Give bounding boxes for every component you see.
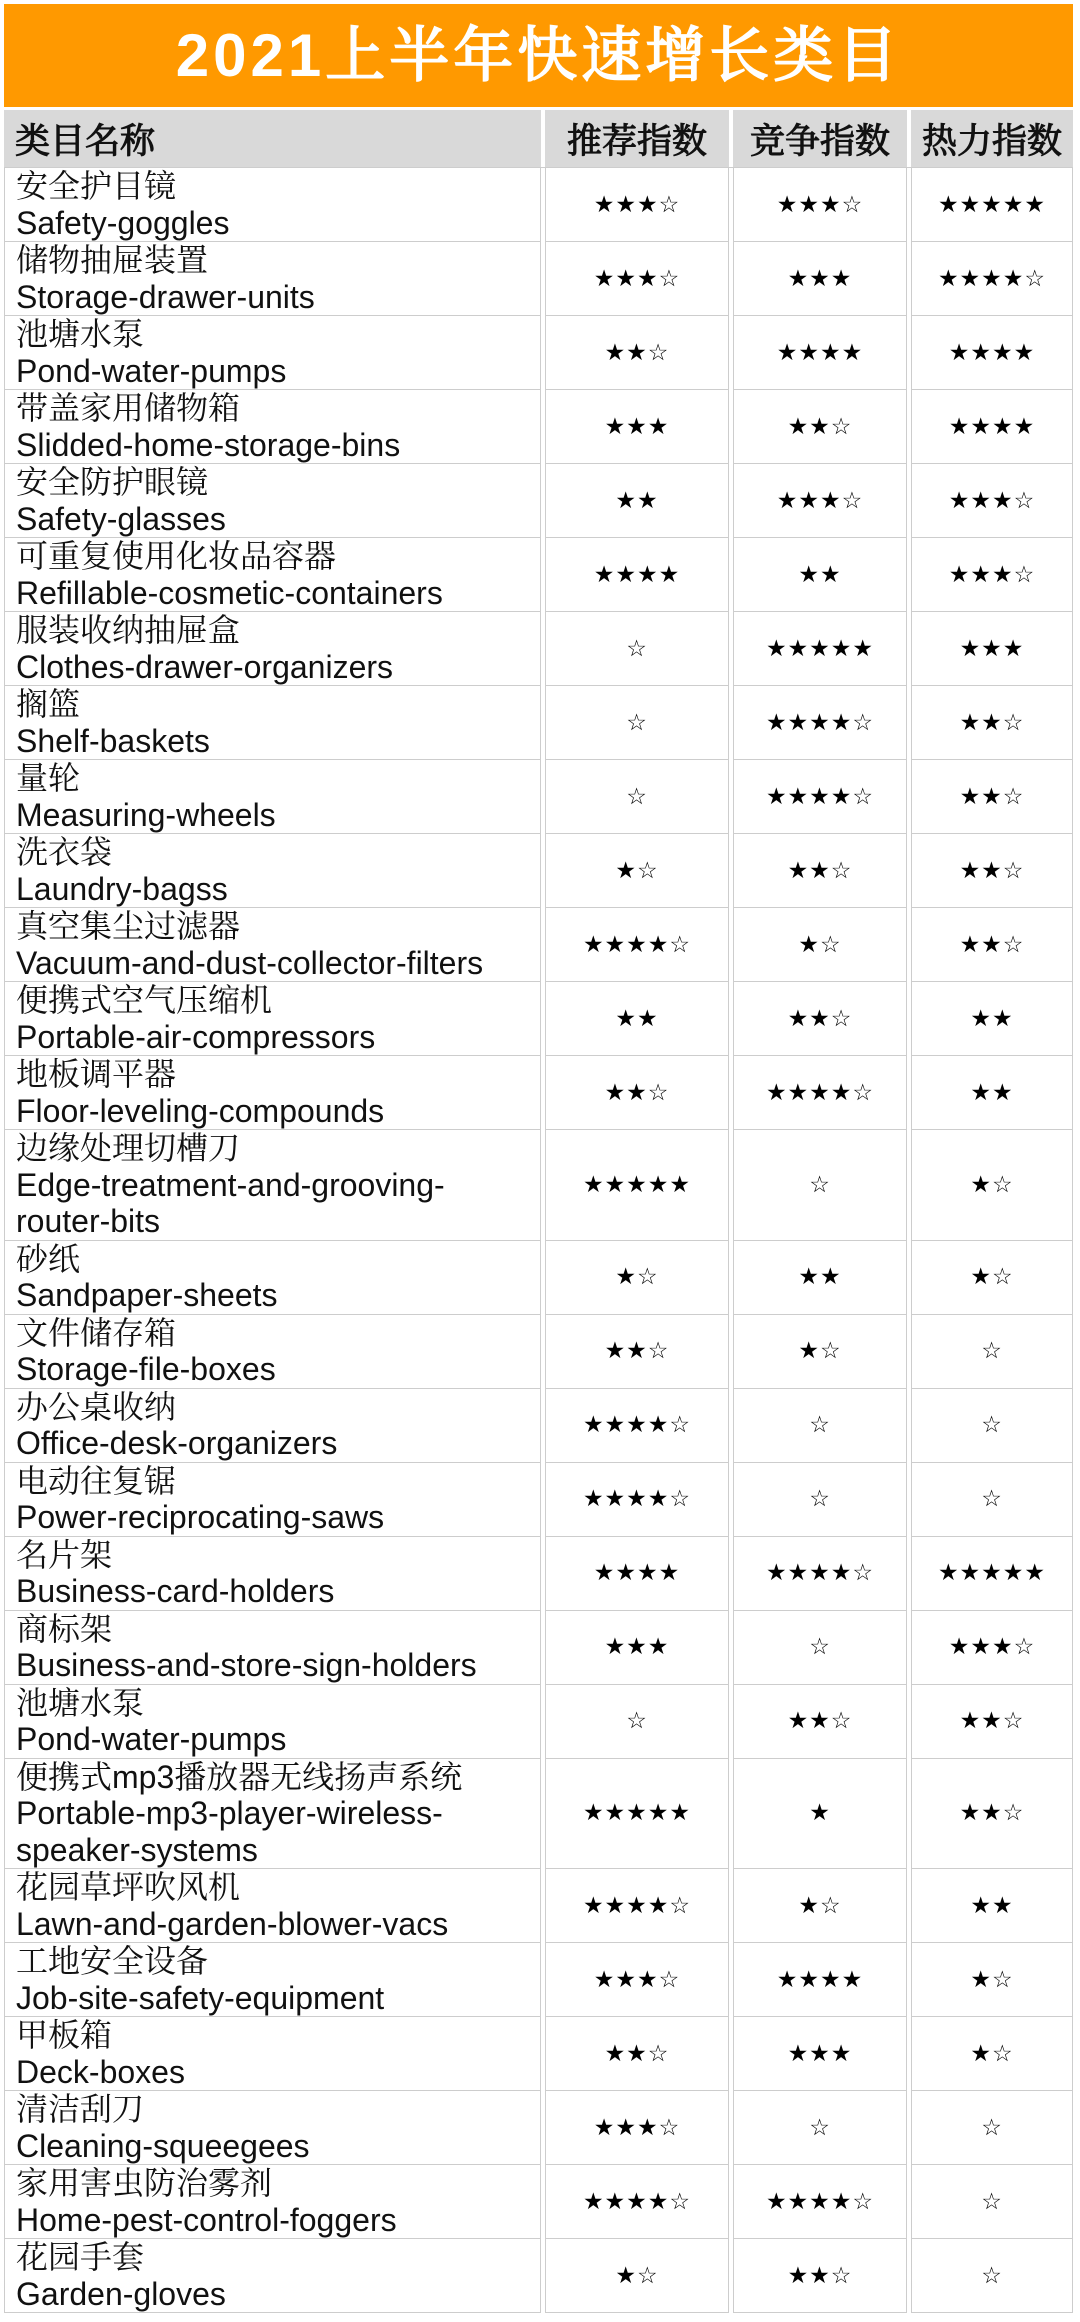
- table-row: [4, 2239, 1073, 2313]
- category-table: [4, 110, 1073, 2313]
- table-row: [4, 464, 1073, 538]
- competition-index-stars: ☆: [733, 1611, 907, 1685]
- category-name: [16, 908, 521, 981]
- table-row: [4, 2165, 1073, 2239]
- category-name: [16, 1537, 521, 1610]
- category-name-chinese: 电动往复锯: [16, 1462, 177, 1499]
- recommend-index-stars: ★★☆: [545, 2017, 729, 2091]
- competition-index-stars: ★★☆: [733, 982, 907, 1056]
- category-name-cell: [4, 390, 541, 464]
- category-name-cell: [4, 2165, 541, 2239]
- category-name-english: Portable-mp3-player-wireless-speaker-systems: [16, 1795, 443, 1868]
- recommend-index-stars: ★★☆: [545, 1056, 729, 1130]
- table-row: [4, 612, 1073, 686]
- category-name-chinese: 服装收纳抽屉盒: [16, 612, 241, 648]
- recommend-index-stars: ★☆: [545, 2239, 729, 2313]
- category-name-cell: [4, 1463, 541, 1537]
- category-name: [16, 390, 521, 463]
- category-name: [16, 760, 521, 833]
- column-header-category-name: 类目名称: [4, 110, 541, 167]
- recommend-index-stars: ★★★★☆: [545, 1463, 729, 1537]
- category-name-cell: [4, 2239, 541, 2313]
- category-name-english: Refillable-cosmetic-containers: [16, 574, 443, 611]
- table-row: [4, 538, 1073, 612]
- category-name-chinese: 便携式mp3播放器无线扬声系统: [16, 1758, 463, 1795]
- recommend-index-stars: ☆: [545, 760, 729, 834]
- category-name-cell: [4, 242, 541, 316]
- category-name-chinese: 池塘水泵: [16, 1684, 145, 1721]
- table-row: [4, 1611, 1073, 1685]
- competition-index-stars: ★★★★☆: [733, 760, 907, 834]
- category-name-chinese: 安全护目镜: [16, 168, 177, 204]
- heat-index-stars: ★★★☆: [911, 538, 1073, 612]
- recommend-index-stars: ★★★★☆: [545, 908, 729, 982]
- heat-index-stars: ★★★☆: [911, 464, 1073, 538]
- heat-index-stars: ☆: [911, 1389, 1073, 1463]
- table-row: [4, 1759, 1073, 1870]
- category-name-english: Home-pest-control-foggers: [16, 2201, 397, 2238]
- category-name-chinese: 花园草坪吹风机: [16, 1869, 241, 1905]
- category-name-english: Job-site-safety-equipment: [16, 1979, 385, 2016]
- category-name: [16, 612, 521, 685]
- heat-index-stars: ☆: [911, 1463, 1073, 1537]
- table-row: [4, 1943, 1073, 2017]
- category-name-chinese: 便携式空气压缩机: [16, 982, 273, 1018]
- competition-index-stars: ★★★★☆: [733, 686, 907, 760]
- category-name-english: Slidded-home-storage-bins: [16, 426, 401, 463]
- recommend-index-stars: ★★★★☆: [545, 1869, 729, 1943]
- competition-index-stars: ☆: [733, 1130, 907, 1241]
- category-name-english: Storage-drawer-units: [16, 278, 315, 315]
- heat-index-stars: ★★: [911, 1869, 1073, 1943]
- competition-index-stars: ★★: [733, 538, 907, 612]
- recommend-index-stars: ★★★★☆: [545, 1389, 729, 1463]
- heat-index-stars: ★☆: [911, 1241, 1073, 1315]
- table-row: [4, 1056, 1073, 1130]
- category-name: [16, 1685, 521, 1758]
- category-name-chinese: 安全防护眼镜: [16, 464, 209, 500]
- heat-index-stars: ★★☆: [911, 834, 1073, 908]
- table-row: [4, 686, 1073, 760]
- category-name-english: Power-reciprocating-saws: [16, 1499, 385, 1535]
- category-name-english: Office-desk-organizers: [16, 1425, 338, 1461]
- category-name-english: Storage-file-boxes: [16, 1351, 276, 1387]
- recommend-index-stars: ★★★: [545, 1611, 729, 1685]
- category-name-cell: [4, 1869, 541, 1943]
- category-name: [16, 1611, 521, 1684]
- category-name: [16, 982, 521, 1055]
- category-name-english: Measuring-wheels: [16, 796, 276, 833]
- category-name-chinese: 边缘处理切槽刀: [16, 1130, 241, 1166]
- competition-index-stars: ★☆: [733, 908, 907, 982]
- recommend-index-stars: ★☆: [545, 1241, 729, 1315]
- heat-index-stars: ☆: [911, 1315, 1073, 1389]
- title-banner: [4, 4, 1073, 107]
- category-name-english: Clothes-drawer-organizers: [16, 648, 394, 685]
- category-name-cell: [4, 908, 541, 982]
- recommend-index-stars: ★★★☆: [545, 2091, 729, 2165]
- heat-index-stars: ☆: [911, 2165, 1073, 2239]
- competition-index-stars: ★★: [733, 1241, 907, 1315]
- category-name: [16, 686, 521, 759]
- table-row: [4, 1130, 1073, 1241]
- competition-index-stars: ☆: [733, 2091, 907, 2165]
- heat-index-stars: ★★☆: [911, 760, 1073, 834]
- category-name-chinese: 甲板箱: [16, 2017, 113, 2053]
- category-name-chinese: 砂纸: [16, 1240, 81, 1277]
- category-name-chinese: 办公桌收纳: [16, 1388, 177, 1425]
- category-name: [16, 464, 521, 537]
- recommend-index-stars: ★★★★: [545, 538, 729, 612]
- category-name-english: Deck-boxes: [16, 2053, 185, 2090]
- category-name-cell: [4, 834, 541, 908]
- category-name-english: Business-card-holders: [16, 1573, 335, 1609]
- category-name-english: Edge-treatment-and-grooving-router-bits: [16, 1166, 445, 1239]
- recommend-index-stars: ★★★★: [545, 1537, 729, 1611]
- heat-index-stars: ★★☆: [911, 686, 1073, 760]
- table-row: [4, 242, 1073, 316]
- category-name-chinese: 真空集尘过滤器: [16, 908, 241, 944]
- heat-index-stars: ☆: [911, 2239, 1073, 2313]
- category-name-english: Shelf-baskets: [16, 722, 210, 759]
- category-name-chinese: 清洁刮刀: [16, 2091, 145, 2127]
- category-name-english: Portable-air-compressors: [16, 1018, 376, 1055]
- category-name-chinese: 地板调平器: [16, 1056, 177, 1092]
- table-row: [4, 1869, 1073, 1943]
- table-row: [4, 1389, 1073, 1463]
- recommend-index-stars: ☆: [545, 686, 729, 760]
- category-name-chinese: 名片架: [16, 1536, 113, 1573]
- recommend-index-stars: ★★★: [545, 390, 729, 464]
- table-row: [4, 1537, 1073, 1611]
- column-header-recommend-index: 推荐指数: [545, 110, 729, 167]
- category-name-english: Business-and-store-sign-holders: [16, 1647, 477, 1683]
- competition-index-stars: ★★★★: [733, 1943, 907, 2017]
- category-name: [16, 242, 521, 315]
- competition-index-stars: ★★★★★: [733, 612, 907, 686]
- heat-index-stars: ★★★★★: [911, 168, 1073, 242]
- category-name-cell: [4, 760, 541, 834]
- category-name: [16, 2091, 521, 2164]
- table-row: [4, 908, 1073, 982]
- competition-index-stars: ★★★☆: [733, 464, 907, 538]
- competition-index-stars: ★★★★☆: [733, 1537, 907, 1611]
- category-name: [16, 2239, 521, 2312]
- recommend-index-stars: ★★★☆: [545, 168, 729, 242]
- page-title: 2021上半年快速增长类目: [175, 21, 902, 89]
- competition-index-stars: ☆: [733, 1463, 907, 1537]
- recommend-index-stars: ★★☆: [545, 316, 729, 390]
- competition-index-stars: ★★★★☆: [733, 1056, 907, 1130]
- category-name-cell: [4, 1759, 541, 1870]
- recommend-index-stars: ★★★☆: [545, 242, 729, 316]
- heat-index-stars: ★★★☆: [911, 1611, 1073, 1685]
- table-header-row: [4, 110, 1073, 167]
- category-name-cell: [4, 1056, 541, 1130]
- competition-index-stars: ★★☆: [733, 834, 907, 908]
- table-row: [4, 2017, 1073, 2091]
- category-name-chinese: 花园手套: [16, 2239, 145, 2275]
- category-name: [16, 2165, 521, 2238]
- table-body: [4, 167, 1073, 2313]
- category-name: [16, 1869, 521, 1942]
- category-name-english: Floor-leveling-compounds: [16, 1092, 385, 1129]
- column-header-competition-index: 竞争指数: [733, 110, 907, 167]
- table-row: [4, 760, 1073, 834]
- category-name: [16, 1315, 521, 1388]
- competition-index-stars: ★★☆: [733, 2239, 907, 2313]
- category-name-cell: [4, 1611, 541, 1685]
- category-name-english: Safety-glasses: [16, 500, 226, 537]
- category-name-english: Pond-water-pumps: [16, 352, 287, 389]
- recommend-index-stars: ★★★★☆: [545, 2165, 729, 2239]
- heat-index-stars: ★★★★: [911, 316, 1073, 390]
- table-row: [4, 1685, 1073, 1759]
- table-row: [4, 834, 1073, 908]
- category-name-english: Vacuum-and-dust-collector-filters: [16, 944, 484, 981]
- heat-index-stars: ★★: [911, 982, 1073, 1056]
- category-name: [16, 316, 521, 389]
- recommend-index-stars: ★★☆: [545, 1315, 729, 1389]
- category-name-english: Pond-water-pumps: [16, 1721, 287, 1757]
- category-name: [16, 1056, 521, 1129]
- category-name-chinese: 家用害虫防治雾剂: [16, 2165, 273, 2201]
- category-name-cell: [4, 1389, 541, 1463]
- table-row: [4, 2091, 1073, 2165]
- recommend-index-stars: ★★★★★: [545, 1130, 729, 1241]
- competition-index-stars: ★★★☆: [733, 168, 907, 242]
- category-name-cell: [4, 1241, 541, 1315]
- category-name-cell: [4, 612, 541, 686]
- heat-index-stars: ★★★★★: [911, 1537, 1073, 1611]
- table-row: [4, 316, 1073, 390]
- category-name-english: Garden-gloves: [16, 2275, 226, 2312]
- competition-index-stars: ★★★★☆: [733, 2165, 907, 2239]
- category-name-cell: [4, 168, 541, 242]
- heat-index-stars: ★☆: [911, 1943, 1073, 2017]
- recommend-index-stars: ☆: [545, 612, 729, 686]
- category-name-chinese: 搁篮: [16, 686, 81, 722]
- competition-index-stars: ★★☆: [733, 1685, 907, 1759]
- heat-index-stars: ☆: [911, 2091, 1073, 2165]
- category-name: [16, 1389, 521, 1462]
- category-name-cell: [4, 686, 541, 760]
- recommend-index-stars: ☆: [545, 1685, 729, 1759]
- recommend-index-stars: ★★: [545, 464, 729, 538]
- recommend-index-stars: ★★★★★: [545, 1759, 729, 1870]
- category-name-cell: [4, 2091, 541, 2165]
- column-header-heat-index: 热力指数: [911, 110, 1073, 167]
- table-row: [4, 168, 1073, 242]
- table-row: [4, 1315, 1073, 1389]
- category-name-chinese: 量轮: [16, 760, 81, 796]
- competition-index-stars: ★★★: [733, 2017, 907, 2091]
- category-name-chinese: 工地安全设备: [16, 1943, 209, 1979]
- table-row: [4, 390, 1073, 464]
- competition-index-stars: ★★★: [733, 242, 907, 316]
- table-row: [4, 982, 1073, 1056]
- category-name-english: Safety-goggles: [16, 204, 230, 241]
- category-name-cell: [4, 1685, 541, 1759]
- category-name-english: Lawn-and-garden-blower-vacs: [16, 1905, 449, 1942]
- category-name: [16, 168, 521, 241]
- category-name: [16, 834, 521, 907]
- heat-index-stars: ★★☆: [911, 1759, 1073, 1870]
- category-name-cell: [4, 2017, 541, 2091]
- category-name-english: Sandpaper-sheets: [16, 1277, 278, 1313]
- category-name-chinese: 可重复使用化妆品容器: [16, 538, 337, 574]
- category-name: [16, 1463, 521, 1536]
- heat-index-stars: ★☆: [911, 1130, 1073, 1241]
- table-row: [4, 1463, 1073, 1537]
- category-name: [16, 1241, 521, 1314]
- category-name-chinese: 文件储存箱: [16, 1314, 177, 1351]
- category-name-english: Laundry-bagss: [16, 870, 228, 907]
- competition-index-stars: ★☆: [733, 1869, 907, 1943]
- category-name-cell: [4, 1537, 541, 1611]
- competition-index-stars: ★★★★: [733, 316, 907, 390]
- category-name-chinese: 洗衣袋: [16, 834, 113, 870]
- category-name-cell: [4, 982, 541, 1056]
- category-name-cell: [4, 316, 541, 390]
- category-name-cell: [4, 464, 541, 538]
- heat-index-stars: ★★☆: [911, 908, 1073, 982]
- table-row: [4, 1241, 1073, 1315]
- category-name: [16, 2017, 521, 2090]
- heat-index-stars: ★★☆: [911, 1685, 1073, 1759]
- heat-index-stars: ★★★★☆: [911, 242, 1073, 316]
- category-name: [16, 538, 521, 611]
- category-name-chinese: 储物抽屉装置: [16, 242, 209, 278]
- category-name-english: Cleaning-squeegees: [16, 2127, 310, 2164]
- category-name-chinese: 带盖家用储物箱: [16, 390, 241, 426]
- category-name-cell: [4, 538, 541, 612]
- category-name-cell: [4, 1943, 541, 2017]
- category-name: [16, 1759, 521, 1869]
- competition-index-stars: ☆: [733, 1389, 907, 1463]
- heat-index-stars: ★★: [911, 1056, 1073, 1130]
- competition-index-stars: ★★☆: [733, 390, 907, 464]
- heat-index-stars: ★☆: [911, 2017, 1073, 2091]
- category-name-cell: [4, 1315, 541, 1389]
- category-name-chinese: 池塘水泵: [16, 316, 145, 352]
- category-name-cell: [4, 1130, 541, 1241]
- heat-index-stars: ★★★★: [911, 390, 1073, 464]
- recommend-index-stars: ★★★☆: [545, 1943, 729, 2017]
- competition-index-stars: ★☆: [733, 1315, 907, 1389]
- category-name-chinese: 商标架: [16, 1610, 113, 1647]
- recommend-index-stars: ★★: [545, 982, 729, 1056]
- heat-index-stars: ★★★: [911, 612, 1073, 686]
- competition-index-stars: ★: [733, 1759, 907, 1870]
- category-name: [16, 1943, 521, 2016]
- category-name: [16, 1130, 521, 1240]
- recommend-index-stars: ★☆: [545, 834, 729, 908]
